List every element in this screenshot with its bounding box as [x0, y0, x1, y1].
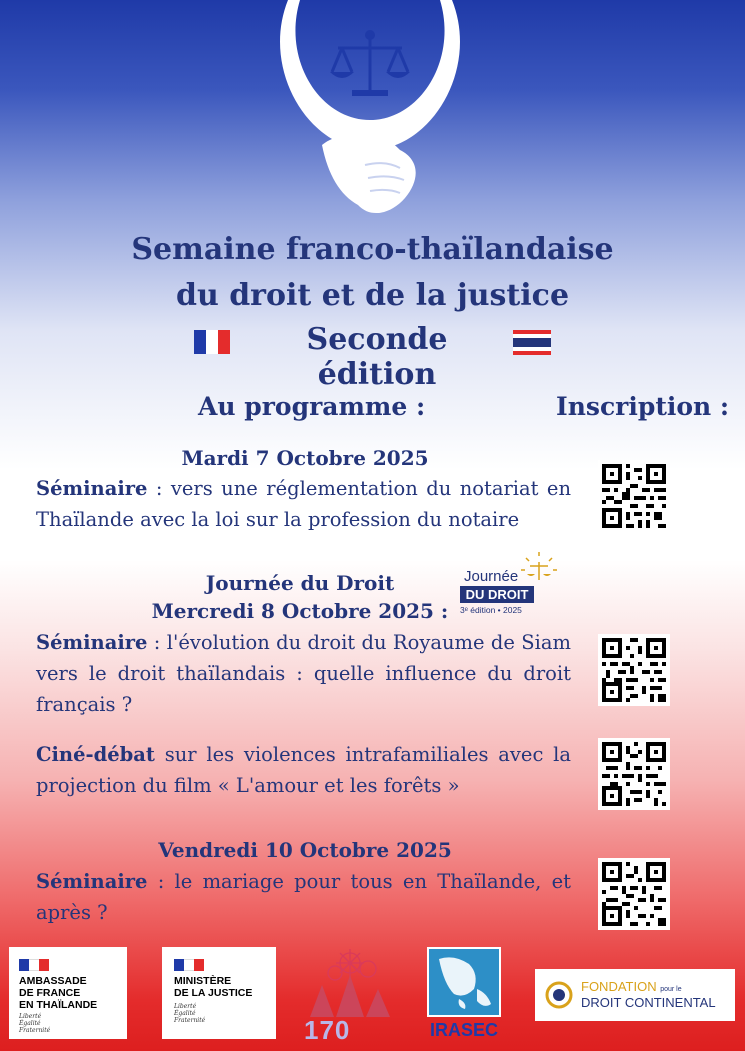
title-line-3: Seconde édition	[306, 322, 448, 392]
event-1-kind: Séminaire	[36, 477, 148, 500]
event-2-kind: Séminaire	[36, 631, 148, 654]
inscription-header: Inscription :	[556, 392, 730, 421]
asia-map-icon	[427, 947, 501, 1017]
scales-sun-icon	[520, 550, 558, 586]
ministere-motto-2: Égalité	[174, 1010, 196, 1017]
ministere-motto-3: Fraternité	[174, 1017, 206, 1024]
journee-logo-line2: DU DROIT	[460, 586, 534, 603]
event-2-description	[36, 627, 571, 720]
event-3-kind: Ciné-débat	[36, 743, 155, 766]
ambassade-motto-2: Égalité	[19, 1020, 41, 1027]
ministere-line1: MINISTÈRE	[174, 975, 232, 987]
ambassade-logo	[9, 947, 127, 1039]
journee-logo-line3: 3ᵉ édition • 2025	[460, 605, 522, 615]
ministere-motto-1: Liberté	[174, 1003, 197, 1010]
ambassade-motto-1: Liberté	[19, 1013, 42, 1020]
qr-code-event-4[interactable]	[598, 858, 670, 930]
marianne-flag-icon	[19, 959, 49, 971]
qr-code-event-3[interactable]	[598, 738, 670, 810]
qr-code-event-2[interactable]	[598, 634, 670, 706]
programme-header: Au programme :	[198, 392, 426, 421]
event-3-text: sur les violences intrafamiliales avec la projection du film « L'amour et les forêts »	[36, 743, 571, 797]
journee-logo-line1: Journée	[464, 568, 519, 585]
fireworks-temple-icon	[300, 945, 398, 1020]
event-1-description	[36, 473, 571, 535]
journee-label: Journée du Droit	[205, 571, 395, 595]
fondation-line1-wrap	[581, 979, 682, 994]
irasec-name: IRASEC	[429, 1020, 498, 1040]
french-flag	[194, 330, 230, 354]
ambassade-line3: EN THAÏLANDE	[19, 999, 98, 1011]
title-line-1: Semaine franco-thaïlandaise	[131, 232, 614, 267]
fondation-emblem-icon	[545, 981, 573, 1009]
event-1-date: Mardi 7 Octobre 2025	[181, 446, 429, 470]
fondation-pour: pour le	[660, 986, 682, 993]
ministere-logo	[162, 947, 276, 1039]
ambassade-line2: DE FRANCE	[19, 987, 81, 999]
irasec-logo	[427, 947, 501, 1047]
thai-flag	[513, 330, 551, 355]
fondation-line2: DROIT CONTINENTAL	[581, 995, 716, 1010]
journee-date: Mercredi 8 Octobre 2025 :	[151, 599, 449, 623]
ambassade-line1: AMBASSADE	[19, 975, 87, 987]
event-4-date: Vendredi 10 Octobre 2025	[158, 838, 452, 862]
qr-code-event-1[interactable]	[598, 460, 670, 532]
anniversary-170-logo	[300, 945, 398, 1045]
event-4-text: : le mariage pour tous en Thaïlande, et après ?	[36, 870, 571, 924]
anniversary-number: 170	[304, 1015, 351, 1045]
fondation-line1: FONDATION	[581, 979, 657, 994]
justice-handshake-emblem	[270, 0, 470, 225]
ministere-line2: DE LA JUSTICE	[174, 987, 253, 999]
marianne-flag-icon	[174, 959, 204, 971]
event-4-kind: Séminaire	[36, 870, 148, 893]
event-1-text: : vers une réglementation du notariat en Thaïlande avec la loi sur la profession du notaire	[36, 477, 571, 531]
journee-du-droit-logo	[458, 550, 563, 620]
event-2-text: : l'évolution du droit du Royaume de Siam vers le droit thaïlandais : quelle influence du droit français ?	[36, 631, 571, 716]
fondation-logo	[535, 969, 735, 1021]
event-4-description	[36, 866, 571, 928]
event-3-description	[36, 739, 571, 801]
title-line-2: du droit et de la justice	[175, 278, 570, 313]
ambassade-motto-3: Fraternité	[19, 1027, 51, 1034]
